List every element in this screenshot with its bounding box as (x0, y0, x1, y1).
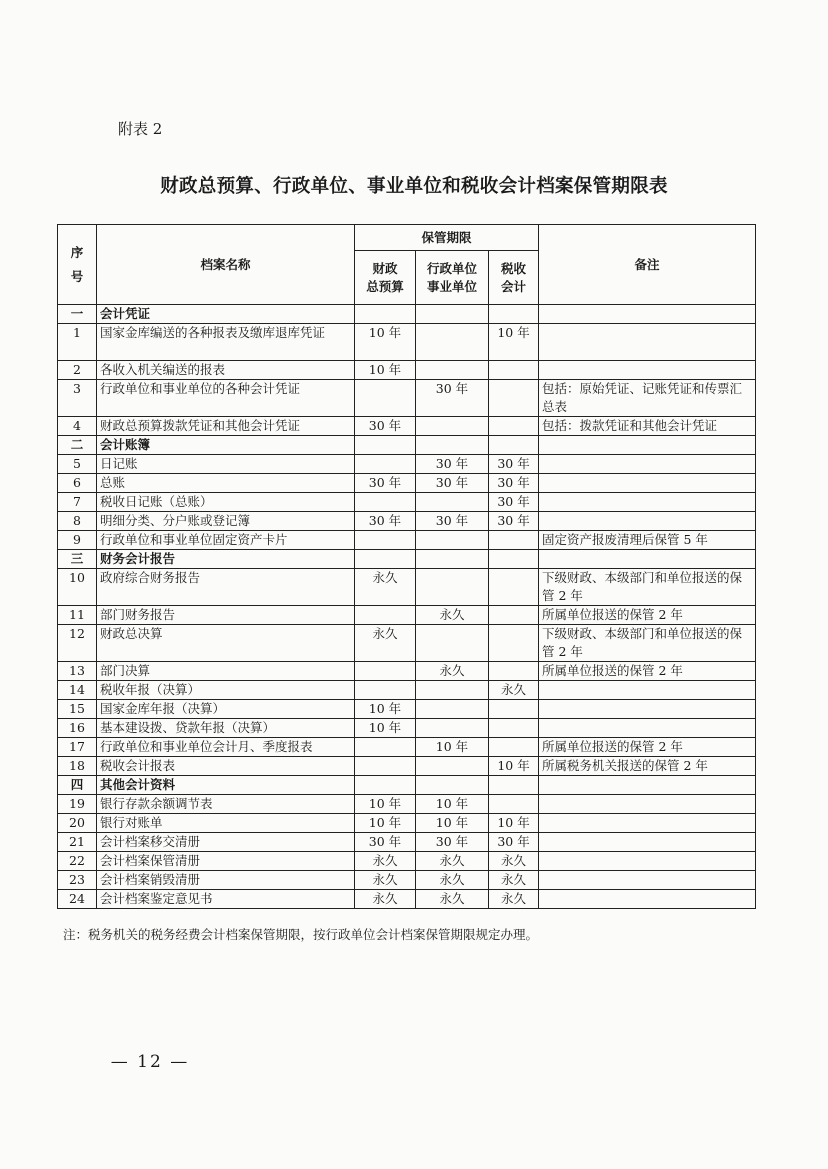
row-remark: 所属税务机关报送的保管 2 年 (539, 757, 756, 776)
header-fiscal-line1: 财政 (372, 260, 398, 276)
row-no: 11 (58, 606, 97, 625)
row-tax: 永久 (489, 681, 539, 700)
row-admin: 10 年 (416, 795, 489, 814)
table-row (58, 417, 756, 436)
row-name: 会计档案保管清册 (97, 852, 355, 871)
row-no: 6 (58, 474, 97, 493)
row-remark: 下级财政、本级部门和单位报送的保管 2 年 (539, 569, 756, 606)
row-fiscal: 永久 (355, 890, 416, 909)
row-remark (539, 833, 756, 852)
row-admin (416, 681, 489, 700)
row-remark (539, 700, 756, 719)
row-admin: 永久 (416, 871, 489, 890)
table-row (58, 700, 756, 719)
row-admin (416, 361, 489, 380)
row-name: 基本建设拨、贷款年报（决算） (97, 719, 355, 738)
row-remark (539, 814, 756, 833)
row-name: 行政单位和事业单位固定资产卡片 (97, 531, 355, 550)
row-admin: 永久 (416, 852, 489, 871)
row-tax: 永久 (489, 871, 539, 890)
table-row (58, 380, 756, 417)
row-fiscal: 10 年 (355, 795, 416, 814)
row-remark (539, 719, 756, 738)
table-row (58, 512, 756, 531)
row-name: 行政单位和事业单位的各种会计凭证 (97, 380, 355, 417)
row-name: 行政单位和事业单位会计月、季度报表 (97, 738, 355, 757)
row-name: 部门决算 (97, 662, 355, 681)
row-tax: 30 年 (489, 833, 539, 852)
row-no: 4 (58, 417, 97, 436)
section-no: 一 (58, 305, 97, 324)
header-period: 保管期限 (355, 225, 539, 251)
table-row (58, 606, 756, 625)
row-name: 银行存款余额调节表 (97, 795, 355, 814)
row-tax: 永久 (489, 890, 539, 909)
row-name: 明细分类、分户账或登记簿 (97, 512, 355, 531)
row-remark (539, 890, 756, 909)
header-fiscal (355, 251, 416, 305)
table-row (58, 324, 756, 361)
row-name: 日记账 (97, 455, 355, 474)
footnote: 注：税务机关的税务经费会计档案保管期限，按行政单位会计档案保管期限规定办理。 (63, 927, 539, 942)
row-no: 19 (58, 795, 97, 814)
row-tax (489, 531, 539, 550)
section-row (58, 305, 756, 324)
table-row (58, 455, 756, 474)
row-admin (416, 719, 489, 738)
row-admin (416, 569, 489, 606)
row-no: 2 (58, 361, 97, 380)
row-tax: 30 年 (489, 493, 539, 512)
row-remark (539, 871, 756, 890)
row-no: 12 (58, 625, 97, 662)
row-tax (489, 380, 539, 417)
header-tax (489, 251, 539, 305)
row-no: 20 (58, 814, 97, 833)
row-remark (539, 361, 756, 380)
row-fiscal: 10 年 (355, 361, 416, 380)
row-name: 会计档案移交清册 (97, 833, 355, 852)
row-remark: 所属单位报送的保管 2 年 (539, 738, 756, 757)
table-row (58, 662, 756, 681)
row-tax: 10 年 (489, 757, 539, 776)
row-fiscal: 30 年 (355, 833, 416, 852)
row-admin (416, 324, 489, 361)
section-name: 财务会计报告 (97, 550, 355, 569)
row-admin: 30 年 (416, 380, 489, 417)
row-fiscal (355, 380, 416, 417)
row-tax: 10 年 (489, 324, 539, 361)
row-admin: 10 年 (416, 738, 489, 757)
row-remark: 下级财政、本级部门和单位报送的保管 2 年 (539, 625, 756, 662)
section-name: 其他会计资料 (97, 776, 355, 795)
row-fiscal: 30 年 (355, 417, 416, 436)
row-remark (539, 681, 756, 700)
row-tax (489, 569, 539, 606)
row-name: 税收日记账（总账） (97, 493, 355, 512)
row-tax (489, 606, 539, 625)
row-tax (489, 795, 539, 814)
row-name: 银行对账单 (97, 814, 355, 833)
row-remark (539, 455, 756, 474)
row-fiscal: 永久 (355, 852, 416, 871)
row-remark: 固定资产报废清理后保管 5 年 (539, 531, 756, 550)
table-row (58, 719, 756, 738)
row-name: 总账 (97, 474, 355, 493)
row-no: 18 (58, 757, 97, 776)
row-no: 22 (58, 852, 97, 871)
header-no-line1: 序 (70, 244, 84, 260)
row-no: 3 (58, 380, 97, 417)
row-admin: 30 年 (416, 455, 489, 474)
row-no: 14 (58, 681, 97, 700)
appendix-label: 附表 2 (118, 120, 163, 138)
row-remark (539, 512, 756, 531)
header-no (58, 225, 97, 305)
row-admin (416, 625, 489, 662)
row-admin (416, 757, 489, 776)
header-fiscal-line2: 总预算 (366, 278, 404, 294)
table-row (58, 795, 756, 814)
row-name: 会计档案销毁清册 (97, 871, 355, 890)
row-remark (539, 852, 756, 871)
row-no: 24 (58, 890, 97, 909)
row-tax: 30 年 (489, 455, 539, 474)
row-fiscal: 10 年 (355, 814, 416, 833)
header-admin-line2: 事业单位 (426, 278, 477, 294)
row-fiscal (355, 662, 416, 681)
row-name: 国家金库年报（决算） (97, 700, 355, 719)
row-name: 税收年报（决算） (97, 681, 355, 700)
row-admin (416, 531, 489, 550)
row-admin (416, 493, 489, 512)
row-fiscal: 10 年 (355, 719, 416, 738)
row-admin: 10 年 (416, 814, 489, 833)
row-name: 财政总预算拨款凭证和其他会计凭证 (97, 417, 355, 436)
table-row (58, 474, 756, 493)
section-name: 会计凭证 (97, 305, 355, 324)
header-tax-line2: 会计 (501, 278, 527, 294)
row-admin: 永久 (416, 606, 489, 625)
section-row (58, 776, 756, 795)
table-row (58, 833, 756, 852)
row-tax (489, 361, 539, 380)
row-remark: 所属单位报送的保管 2 年 (539, 606, 756, 625)
row-fiscal: 10 年 (355, 700, 416, 719)
header-tax-line1: 税收 (501, 260, 527, 276)
row-fiscal (355, 606, 416, 625)
row-remark (539, 493, 756, 512)
header-no-line2: 号 (70, 268, 84, 284)
row-remark (539, 324, 756, 361)
row-remark: 包括：原始凭证、记账凭证和传票汇总表 (539, 380, 756, 417)
row-admin (416, 417, 489, 436)
header-name: 档案名称 (97, 225, 355, 305)
row-tax: 10 年 (489, 814, 539, 833)
table-row (58, 871, 756, 890)
table-row (58, 890, 756, 909)
header-admin-line1: 行政单位 (426, 260, 477, 276)
page-number: — 12 — (110, 1052, 190, 1072)
table-row (58, 757, 756, 776)
row-no: 9 (58, 531, 97, 550)
row-name: 各收入机关编送的报表 (97, 361, 355, 380)
row-no: 5 (58, 455, 97, 474)
row-tax (489, 719, 539, 738)
row-no: 21 (58, 833, 97, 852)
row-name: 财政总决算 (97, 625, 355, 662)
row-tax: 30 年 (489, 474, 539, 493)
row-fiscal: 30 年 (355, 512, 416, 531)
row-fiscal (355, 738, 416, 757)
row-no: 16 (58, 719, 97, 738)
header-admin (416, 251, 489, 305)
row-name: 国家金库编送的各种报表及缴库退库凭证 (97, 324, 355, 361)
table-row (58, 681, 756, 700)
row-fiscal (355, 455, 416, 474)
row-remark: 所属单位报送的保管 2 年 (539, 662, 756, 681)
row-fiscal: 永久 (355, 625, 416, 662)
row-fiscal (355, 681, 416, 700)
row-no: 7 (58, 493, 97, 512)
table-row (58, 814, 756, 833)
row-no: 8 (58, 512, 97, 531)
row-admin: 永久 (416, 662, 489, 681)
row-admin: 30 年 (416, 833, 489, 852)
row-remark: 包括：拨款凭证和其他会计凭证 (539, 417, 756, 436)
section-no: 四 (58, 776, 97, 795)
row-no: 15 (58, 700, 97, 719)
row-no: 10 (58, 569, 97, 606)
row-tax (489, 417, 539, 436)
section-name: 会计账簿 (97, 436, 355, 455)
row-remark (539, 474, 756, 493)
section-row (58, 550, 756, 569)
table-row (58, 625, 756, 662)
retention-table (57, 224, 756, 909)
row-tax: 永久 (489, 852, 539, 871)
row-name: 会计档案鉴定意见书 (97, 890, 355, 909)
row-name: 政府综合财务报告 (97, 569, 355, 606)
table-row (58, 852, 756, 871)
row-no: 1 (58, 324, 97, 361)
row-admin: 30 年 (416, 474, 489, 493)
row-tax (489, 625, 539, 662)
header-remarks: 备注 (539, 225, 756, 305)
section-no: 三 (58, 550, 97, 569)
table-row (58, 531, 756, 550)
table-row (58, 493, 756, 512)
row-fiscal: 永久 (355, 871, 416, 890)
table-row (58, 361, 756, 380)
table-row (58, 569, 756, 606)
row-fiscal: 30 年 (355, 474, 416, 493)
row-no: 17 (58, 738, 97, 757)
table-row (58, 738, 756, 757)
row-tax (489, 700, 539, 719)
row-no: 13 (58, 662, 97, 681)
row-admin (416, 700, 489, 719)
row-fiscal: 永久 (355, 569, 416, 606)
section-no: 二 (58, 436, 97, 455)
row-admin: 永久 (416, 890, 489, 909)
row-tax (489, 662, 539, 681)
row-tax (489, 738, 539, 757)
row-fiscal (355, 493, 416, 512)
row-fiscal: 10 年 (355, 324, 416, 361)
row-no: 23 (58, 871, 97, 890)
row-name: 税收会计报表 (97, 757, 355, 776)
row-admin: 30 年 (416, 512, 489, 531)
row-fiscal (355, 531, 416, 550)
row-remark (539, 795, 756, 814)
section-row (58, 436, 756, 455)
row-fiscal (355, 757, 416, 776)
row-name: 部门财务报告 (97, 606, 355, 625)
row-tax: 30 年 (489, 512, 539, 531)
page-title: 财政总预算、行政单位、事业单位和税收会计档案保管期限表 (160, 176, 668, 197)
